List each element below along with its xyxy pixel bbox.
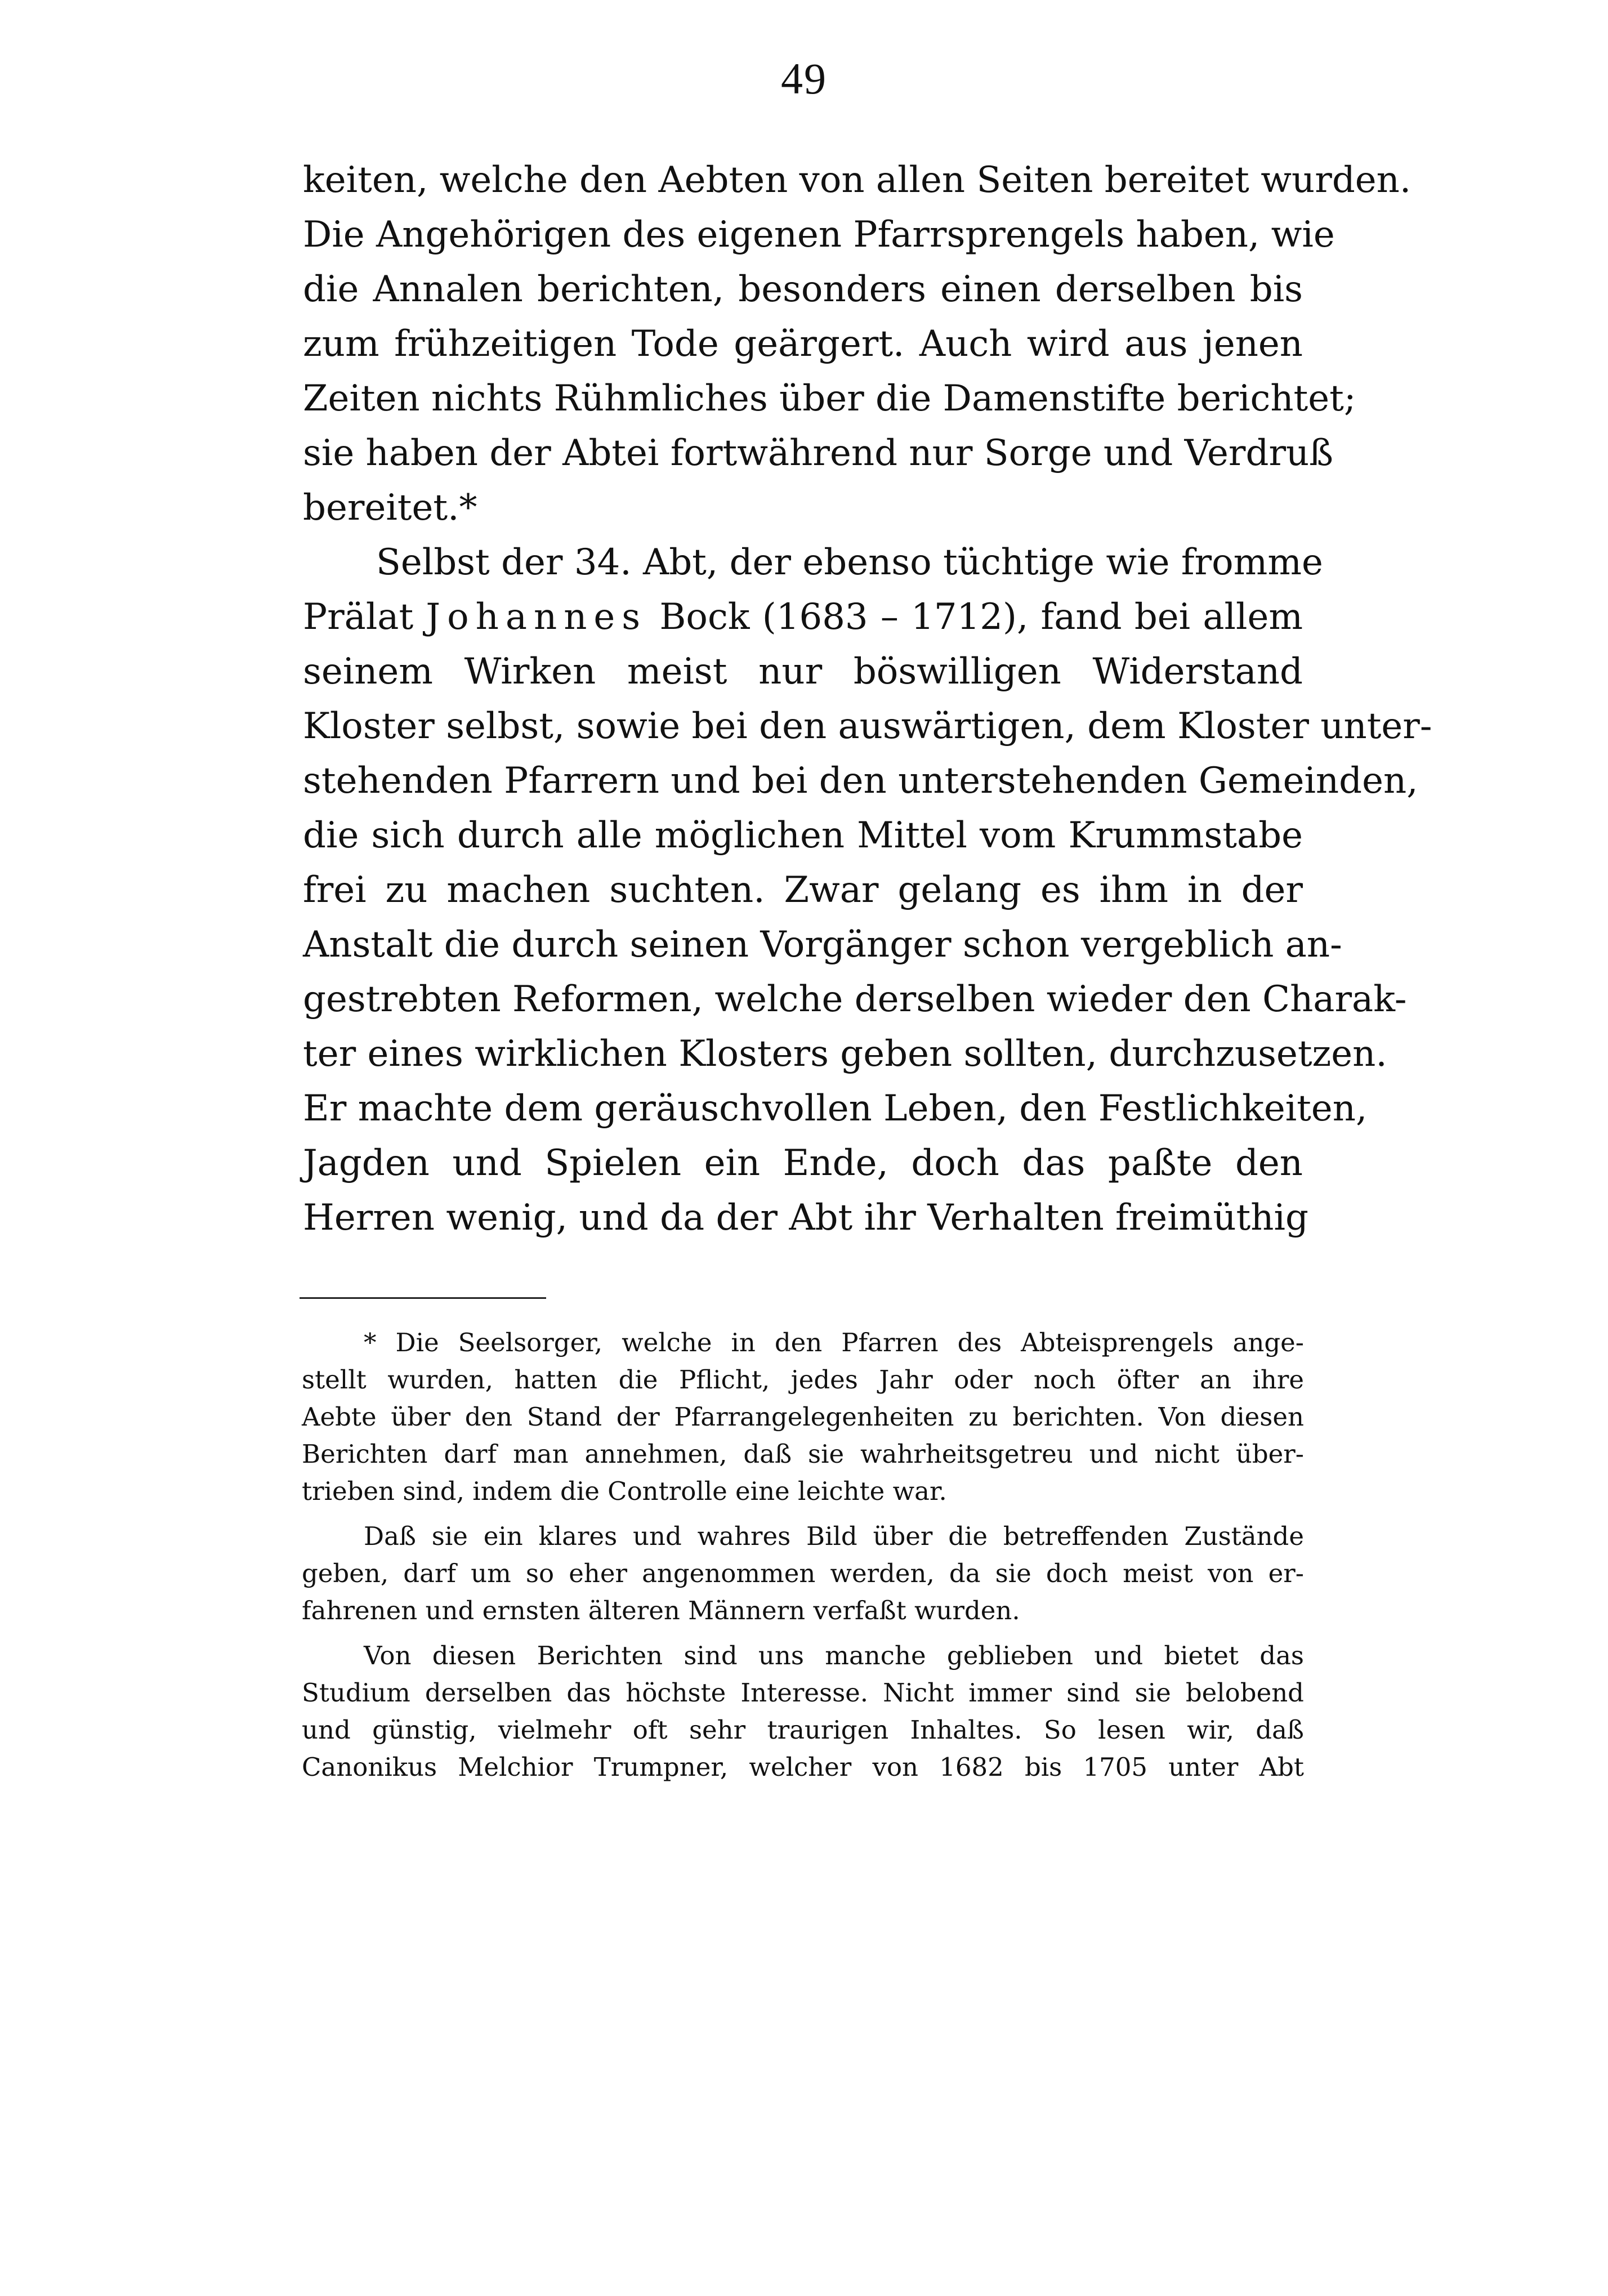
text-line: Kloster selbst, sowie bei den auswärtigen, dem Kloster unter- (303, 705, 1432, 747)
footnote-line: fahrenen und ernsten älteren Männern verfaßt wurden. (302, 1596, 1020, 1625)
spaced-name: Johannes (426, 596, 647, 638)
text-line: Selbst der 34. Abt, der ebenso tüchtige wie fromme (376, 542, 1323, 583)
footnote-line: stellt wurden, hatten die Pflicht, jedes Jahr oder noch öfter an ihre (302, 1365, 1304, 1395)
footnote-line: Von diesen Berichten sind uns manche geblieben und bietet das (364, 1641, 1304, 1670)
footnote-line: und günstig, vielmehr oft sehr traurigen Inhaltes. So lesen wir, daß (302, 1715, 1304, 1745)
footnote-line: trieben sind, indem die Controlle eine leichte war. (302, 1476, 947, 1506)
text-line: Zeiten nichts Rühmliches über die Damenstifte berichtet; (303, 378, 1356, 419)
main-text (303, 153, 1432, 1245)
text-line: Er machte dem geräuschvollen Leben, den Festlichkeiten, (303, 1088, 1368, 1129)
text-line: die Annalen berichten, besonders einen derselben bis (303, 269, 1303, 310)
text-line: seinem Wirken meist nur böswilligen Widerstand (303, 651, 1303, 693)
text-line: Anstalt die durch seinen Vorgänger schon vergeblich an- (303, 924, 1342, 966)
text-line: Die Angehörigen des eigenen Pfarrsprengels haben, wie (303, 214, 1335, 256)
footnote-line: geben, darf um so eher angenommen werden, da sie doch meist von er- (302, 1558, 1304, 1588)
text-line: Herren wenig, und da der Abt ihr Verhalten freimüthig (303, 1197, 1308, 1239)
text-fragment: Bock (1683 – 1712), fand bei allem (659, 596, 1303, 638)
page-number: 49 (781, 54, 827, 103)
text-line: gestrebten Reformen, welche derselben wieder den Charak- (303, 979, 1407, 1020)
text-line: bereitet.* (303, 487, 477, 529)
footnote-separator (300, 1297, 546, 1299)
footnote-line: Daß sie ein klares und wahres Bild über die betreffenden Zustände (364, 1521, 1304, 1551)
footnote-line: Canonikus Melchior Trumpner, welcher von 1682 bis 1705 unter Abt (302, 1752, 1304, 1782)
footnote-line: Aebte über den Stand der Pfarrangelegenheiten zu berichten. Von diesen (302, 1402, 1304, 1432)
text-line: zum frühzeitigen Tode geärgert. Auch wird aus jenen (303, 323, 1303, 365)
text-line: stehenden Pfarrern und bei den unterstehenden Gemeinden, (303, 760, 1418, 802)
text-line-composite (303, 590, 1303, 645)
text-line: Jagden und Spielen ein Ende, doch das paßte den (303, 1142, 1303, 1184)
text-line: sie haben der Abtei fortwährend nur Sorge und Verdruß (303, 432, 1333, 474)
footnote-line: Berichten darf man annehmen, daß sie wahrheitsgetreu und nicht über- (302, 1439, 1304, 1469)
footnote-line: Studium derselben das höchste Interesse. Nicht immer sind sie belobend (302, 1678, 1304, 1708)
text-line: die sich durch alle möglichen Mittel vom Krummstabe (303, 815, 1303, 856)
text-line: ter eines wirklichen Klosters geben sollten, durchzusetzen. (303, 1033, 1387, 1075)
footnote-line: * Die Seelsorger, welche in den Pfarren des Abteisprengels ange- (364, 1328, 1304, 1357)
text-line: frei zu machen suchten. Zwar gelang es ihm in der (303, 869, 1303, 911)
text-line: keiten, welche den Aebten von allen Seiten bereitet wurden. (303, 159, 1412, 201)
footnote (302, 1324, 1304, 1786)
text-fragment: Prälat (303, 596, 414, 638)
